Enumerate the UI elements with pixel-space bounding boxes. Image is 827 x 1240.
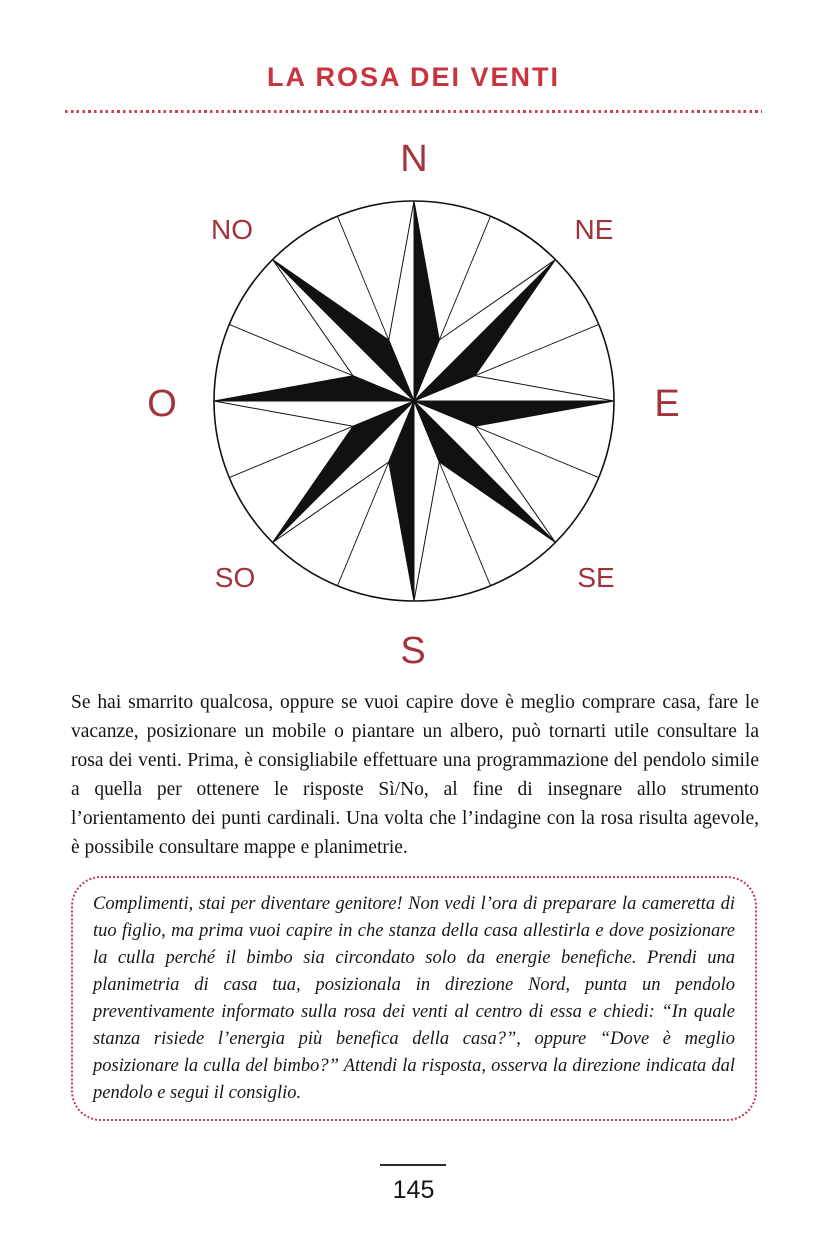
- compass-rose-diagram: [197, 184, 631, 618]
- compass-label-n: N: [400, 138, 428, 180]
- compass-points-black-halves: [214, 201, 614, 601]
- compass-label-ne: NE: [574, 214, 614, 245]
- compass-rose-figure: [0, 135, 827, 683]
- page-number: 145: [392, 1176, 435, 1204]
- compass-label-s: S: [400, 630, 426, 672]
- compass-label-o: O: [147, 383, 177, 425]
- tip-box-text: Complimenti, stai per diventare genitore! Non vedi l’ora di preparare la cameretta di tuo figlio, ma prima vuoi capire in che stanza della casa allestirla e dove posizionare la culla perché il bimbo sia circondato solo da energie benefiche. Prendi una planimetria di casa tua, posizionala in direzione Nord, punta un pendolo preventivamente informato sulla rosa dei venti al centro di essa e chiedi: “In quale stanza risiede l’energia più benefica della casa?”, oppure “Dove è meglio posizionare la culla del bimbo?” Attendi la risposta, osserva la direzione indicata dal pendolo e segui il consiglio.: [93, 894, 735, 1103]
- compass-label-se: SE: [577, 562, 615, 593]
- footer-rule: [380, 1164, 446, 1166]
- body-paragraph: Se hai smarrito qualcosa, oppure se vuoi capire dove è meglio comprare casa, fare le vacanze, posizionare un mobile o piantare un albero, può tornarti utile consultare la rosa dei venti. Prima, è consigliabile effettuare una programmazione del pendolo simile a quella per ottenere le risposte Sì/No, al fine di insegnare allo strumento l’orientamento dei punti cardinali. Una volta che l’indagine con la rosa risulta agevole, è possibile consultare mappe e planimetrie.: [71, 692, 759, 858]
- tip-box: [71, 876, 757, 1121]
- compass-label-so: SO: [214, 562, 256, 593]
- page-title: LA ROSA DEI VENTI: [266, 62, 561, 92]
- dotted-divider: [65, 110, 762, 113]
- compass-label-e: E: [654, 383, 680, 425]
- compass-label-no: NO: [211, 214, 253, 245]
